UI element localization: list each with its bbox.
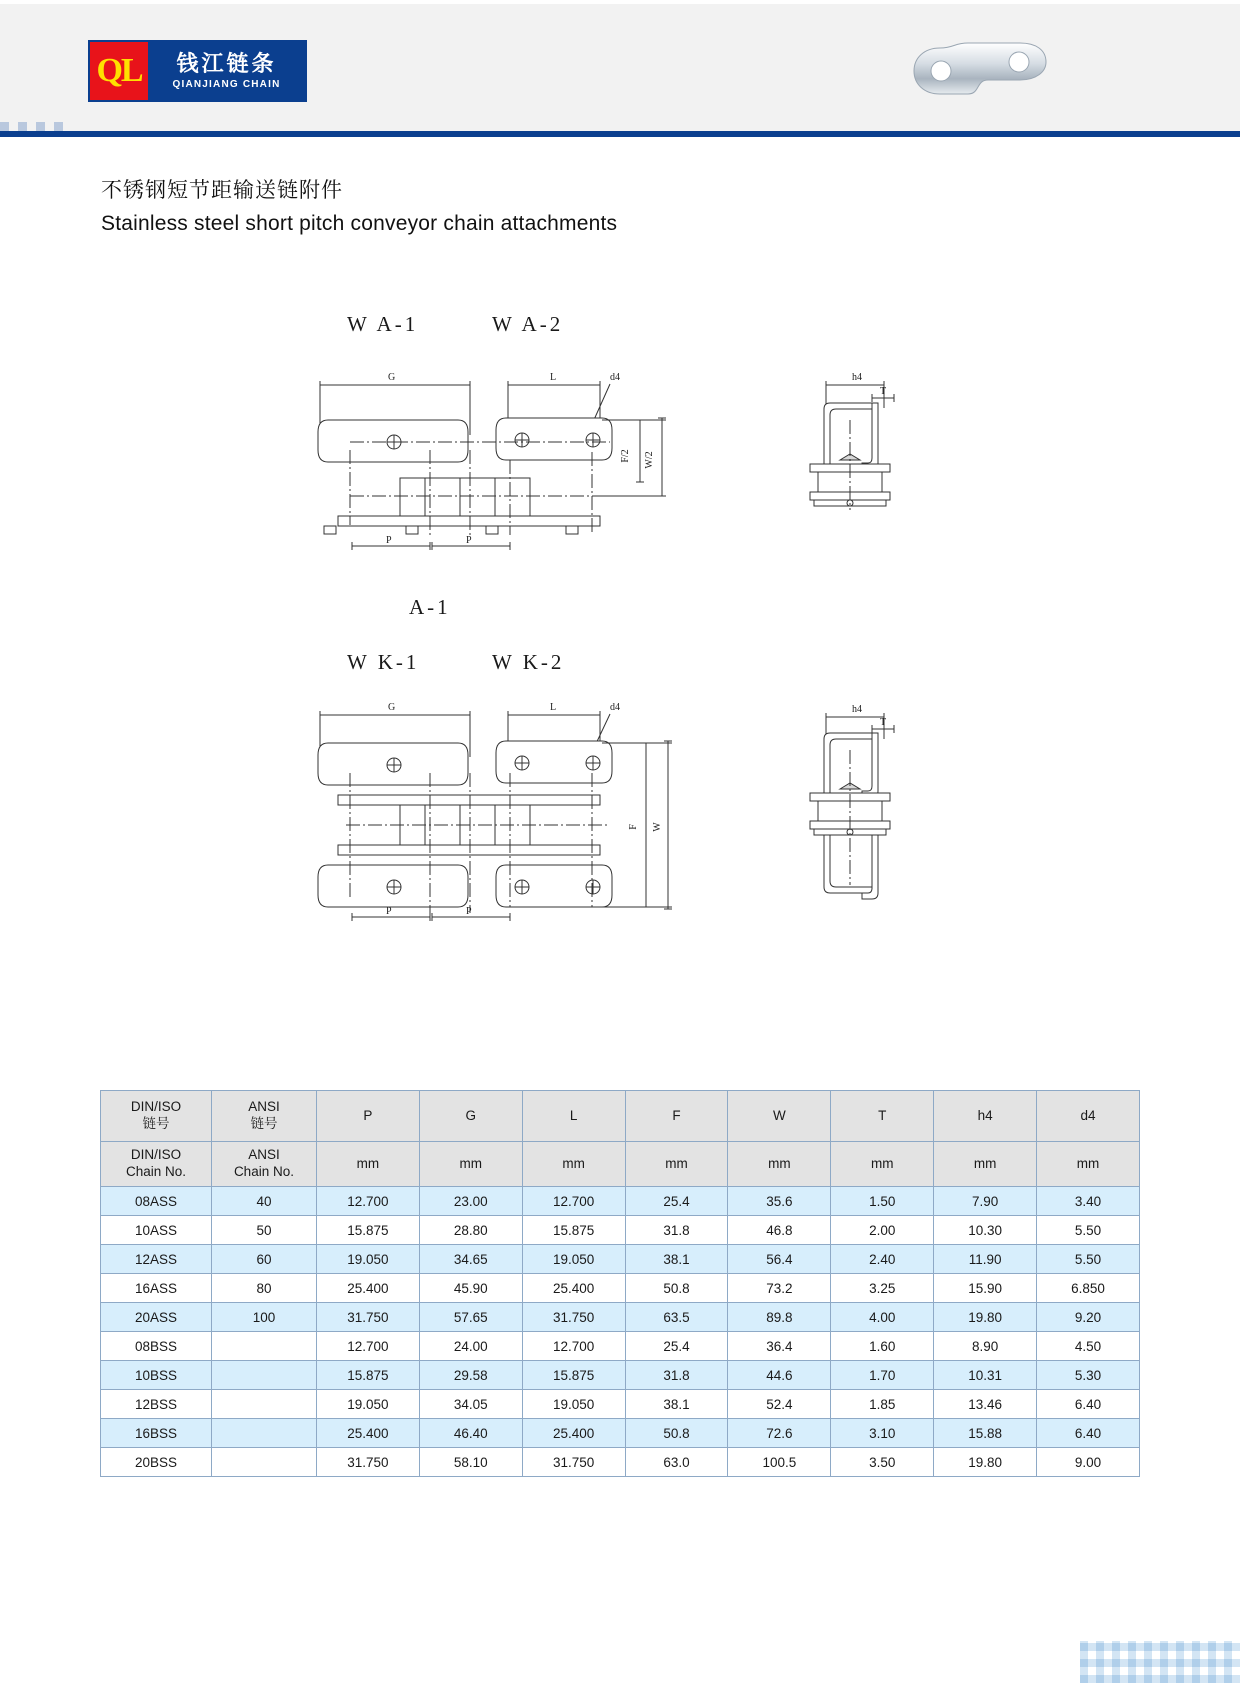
cell-h4: 19.80 — [934, 1448, 1037, 1477]
th-din-iso-en-line2: Chain No. — [125, 1164, 187, 1179]
page-title-en: Stainless steel short pitch conveyor chain attachments — [101, 212, 618, 235]
svg-text:L: L — [550, 702, 557, 713]
th-din-iso-cn-line1: DIN/ISO — [130, 1099, 182, 1115]
svg-text:W/2: W/2 — [644, 451, 655, 469]
cell-l: 31.750 — [522, 1303, 625, 1332]
cell-w: 72.6 — [728, 1419, 831, 1448]
cell-w: 44.6 — [728, 1361, 831, 1390]
cell-h4: 10.30 — [934, 1216, 1037, 1245]
cell-ansi — [212, 1332, 317, 1361]
th-ansi-en-line2: Chain No. — [233, 1164, 294, 1179]
cell-p: 19.050 — [316, 1390, 419, 1419]
table-row — [101, 1245, 1140, 1274]
cell-g: 46.40 — [419, 1419, 522, 1448]
cell-h4: 10.31 — [934, 1361, 1037, 1390]
th-unit-l: mm — [522, 1142, 625, 1187]
th-ansi-cn — [212, 1091, 317, 1142]
cell-h4: 19.80 — [934, 1303, 1037, 1332]
chain-plate-icon — [910, 40, 1050, 102]
th-w: W — [728, 1091, 831, 1142]
svg-text:P: P — [466, 906, 472, 917]
cell-d4: 3.40 — [1037, 1187, 1140, 1216]
cell-h4: 8.90 — [934, 1332, 1037, 1361]
cell-d4: 6.40 — [1037, 1419, 1140, 1448]
table-body — [101, 1187, 1140, 1477]
drawing-wa-front-view — [310, 360, 700, 590]
th-ansi-cn-line1: ANSI — [248, 1099, 280, 1115]
th-unit-g: mm — [419, 1142, 522, 1187]
cell-din: 12ASS — [101, 1245, 212, 1274]
cell-w: 56.4 — [728, 1245, 831, 1274]
cell-p: 15.875 — [316, 1361, 419, 1390]
cell-ansi: 60 — [212, 1245, 317, 1274]
cell-ansi — [212, 1448, 317, 1477]
th-ansi-cn-line2: 链号 — [250, 1116, 278, 1131]
cell-f: 31.8 — [625, 1216, 728, 1245]
cell-w: 36.4 — [728, 1332, 831, 1361]
cell-t: 1.85 — [831, 1390, 934, 1419]
th-unit-d4: mm — [1037, 1142, 1140, 1187]
specification-table — [100, 1090, 1140, 1477]
table-row — [101, 1274, 1140, 1303]
cell-ansi — [212, 1361, 317, 1390]
header-band-white — [0, 137, 1240, 141]
cell-l: 31.750 — [522, 1448, 625, 1477]
cell-g: 34.65 — [419, 1245, 522, 1274]
cell-t: 2.40 — [831, 1245, 934, 1274]
cell-g: 57.65 — [419, 1303, 522, 1332]
th-p: P — [316, 1091, 419, 1142]
drawing-label-a1: A-1 — [409, 595, 451, 619]
page-header — [0, 0, 1240, 137]
cell-p: 25.400 — [316, 1274, 419, 1303]
th-g: G — [419, 1091, 522, 1142]
logo-wordmark — [148, 42, 305, 100]
cell-g: 23.00 — [419, 1187, 522, 1216]
svg-text:P: P — [386, 535, 392, 546]
cell-f: 50.8 — [625, 1274, 728, 1303]
svg-text:h4: h4 — [852, 704, 862, 715]
th-unit-h4: mm — [934, 1142, 1037, 1187]
cell-l: 19.050 — [522, 1245, 625, 1274]
cell-t: 4.00 — [831, 1303, 934, 1332]
drawing-label-wa2: W A-2 — [492, 312, 564, 336]
cell-d4: 9.20 — [1037, 1303, 1140, 1332]
th-ansi-en — [212, 1142, 317, 1187]
cell-p: 19.050 — [316, 1245, 419, 1274]
footer-check-pattern — [1080, 1641, 1240, 1683]
company-logo — [88, 40, 307, 102]
table-header-row-1 — [101, 1091, 1140, 1142]
cell-p: 15.875 — [316, 1216, 419, 1245]
cell-ansi: 80 — [212, 1274, 317, 1303]
table-row — [101, 1361, 1140, 1390]
cell-l: 25.400 — [522, 1419, 625, 1448]
th-f: F — [625, 1091, 728, 1142]
drawing-label-wk2: W K-2 — [492, 650, 565, 674]
cell-ansi: 100 — [212, 1303, 317, 1332]
header-check-pattern — [0, 122, 70, 131]
cell-w: 46.8 — [728, 1216, 831, 1245]
header-top-stripe — [0, 0, 1240, 4]
cell-p: 31.750 — [316, 1448, 419, 1477]
cell-ansi — [212, 1390, 317, 1419]
cell-l: 19.050 — [522, 1390, 625, 1419]
table-row — [101, 1187, 1140, 1216]
cell-w: 35.6 — [728, 1187, 831, 1216]
svg-text:h4: h4 — [852, 372, 862, 383]
svg-text:F/2: F/2 — [620, 449, 631, 463]
drawing-wa-side-view — [790, 360, 930, 590]
cell-w: 73.2 — [728, 1274, 831, 1303]
cell-din: 10BSS — [101, 1361, 212, 1390]
cell-h4: 7.90 — [934, 1187, 1037, 1216]
cell-f: 63.5 — [625, 1303, 728, 1332]
svg-text:d4: d4 — [610, 702, 620, 713]
svg-text:F: F — [628, 824, 639, 830]
th-unit-w: mm — [728, 1142, 831, 1187]
svg-text:G: G — [388, 372, 396, 383]
cell-t: 1.50 — [831, 1187, 934, 1216]
th-d4: d4 — [1037, 1091, 1140, 1142]
cell-din: 10ASS — [101, 1216, 212, 1245]
svg-text:T: T — [880, 717, 887, 728]
cell-t: 1.60 — [831, 1332, 934, 1361]
cell-d4: 5.50 — [1037, 1216, 1140, 1245]
drawing-wk-side-view — [790, 695, 930, 935]
cell-g: 58.10 — [419, 1448, 522, 1477]
technical-drawings — [0, 290, 1240, 990]
logo-brand-en: QIANJIANG CHAIN — [172, 79, 281, 91]
cell-g: 34.05 — [419, 1390, 522, 1419]
cell-h4: 13.46 — [934, 1390, 1037, 1419]
cell-t: 3.25 — [831, 1274, 934, 1303]
svg-text:G: G — [388, 702, 396, 713]
th-din-iso-en-line1: DIN/ISO — [130, 1147, 182, 1163]
th-h4: h4 — [934, 1091, 1037, 1142]
table-row — [101, 1419, 1140, 1448]
cell-d4: 5.30 — [1037, 1361, 1140, 1390]
table-header-row-2 — [101, 1142, 1140, 1187]
cell-din: 08BSS — [101, 1332, 212, 1361]
cell-f: 25.4 — [625, 1187, 728, 1216]
logo-brand-cn: 钱江链条 — [176, 50, 277, 76]
table-row — [101, 1332, 1140, 1361]
cell-p: 31.750 — [316, 1303, 419, 1332]
table-row — [101, 1216, 1140, 1245]
cell-d4: 5.50 — [1037, 1245, 1140, 1274]
cell-f: 38.1 — [625, 1245, 728, 1274]
cell-l: 25.400 — [522, 1274, 625, 1303]
cell-l: 15.875 — [522, 1216, 625, 1245]
cell-t: 1.70 — [831, 1361, 934, 1390]
cell-g: 28.80 — [419, 1216, 522, 1245]
cell-d4: 6.40 — [1037, 1390, 1140, 1419]
cell-p: 12.700 — [316, 1332, 419, 1361]
table-head — [101, 1091, 1140, 1187]
drawing-label-wa1: W A-1 — [347, 312, 419, 336]
th-din-iso-en — [101, 1142, 212, 1187]
cell-d4: 9.00 — [1037, 1448, 1140, 1477]
cell-h4: 11.90 — [934, 1245, 1037, 1274]
th-unit-f: mm — [625, 1142, 728, 1187]
svg-text:P: P — [386, 906, 392, 917]
th-unit-p: mm — [316, 1142, 419, 1187]
cell-f: 31.8 — [625, 1361, 728, 1390]
th-unit-t: mm — [831, 1142, 934, 1187]
cell-t: 3.10 — [831, 1419, 934, 1448]
cell-ansi: 40 — [212, 1187, 317, 1216]
th-din-iso-cn-line2: 链号 — [142, 1116, 170, 1131]
cell-t: 3.50 — [831, 1448, 934, 1477]
specification-table-wrap — [100, 1090, 1140, 1477]
th-l: L — [522, 1091, 625, 1142]
logo-mark-icon — [90, 42, 148, 100]
cell-w: 89.8 — [728, 1303, 831, 1332]
cell-g: 24.00 — [419, 1332, 522, 1361]
cell-din: 20BSS — [101, 1448, 212, 1477]
cell-t: 2.00 — [831, 1216, 934, 1245]
drawing-wk-front-view — [310, 695, 700, 935]
cell-f: 38.1 — [625, 1390, 728, 1419]
cell-l: 12.700 — [522, 1332, 625, 1361]
cell-din: 12BSS — [101, 1390, 212, 1419]
cell-h4: 15.90 — [934, 1274, 1037, 1303]
page-title-cn: 不锈钢短节距输送链附件 — [101, 179, 343, 202]
cell-din: 20ASS — [101, 1303, 212, 1332]
cell-l: 15.875 — [522, 1361, 625, 1390]
cell-ansi: 50 — [212, 1216, 317, 1245]
cell-din: 16BSS — [101, 1419, 212, 1448]
cell-p: 12.700 — [316, 1187, 419, 1216]
th-ansi-en-line1: ANSI — [248, 1147, 280, 1163]
logo-monogram: QL — [96, 52, 142, 89]
cell-ansi — [212, 1419, 317, 1448]
table-row — [101, 1303, 1140, 1332]
cell-w: 100.5 — [728, 1448, 831, 1477]
th-din-iso-cn — [101, 1091, 212, 1142]
svg-text:L: L — [550, 372, 557, 383]
cell-d4: 6.850 — [1037, 1274, 1140, 1303]
svg-text:W: W — [652, 822, 663, 832]
cell-din: 16ASS — [101, 1274, 212, 1303]
cell-f: 25.4 — [625, 1332, 728, 1361]
table-row — [101, 1390, 1140, 1419]
cell-l: 12.700 — [522, 1187, 625, 1216]
th-t: T — [831, 1091, 934, 1142]
drawing-label-wk1: W K-1 — [347, 650, 420, 674]
svg-text:T: T — [880, 386, 887, 397]
cell-h4: 15.88 — [934, 1419, 1037, 1448]
cell-w: 52.4 — [728, 1390, 831, 1419]
svg-text:P: P — [466, 535, 472, 546]
cell-f: 63.0 — [625, 1448, 728, 1477]
cell-p: 25.400 — [316, 1419, 419, 1448]
cell-d4: 4.50 — [1037, 1332, 1140, 1361]
table-row — [101, 1448, 1140, 1477]
svg-text:d4: d4 — [610, 372, 620, 383]
cell-f: 50.8 — [625, 1419, 728, 1448]
cell-din: 08ASS — [101, 1187, 212, 1216]
cell-g: 29.58 — [419, 1361, 522, 1390]
cell-g: 45.90 — [419, 1274, 522, 1303]
